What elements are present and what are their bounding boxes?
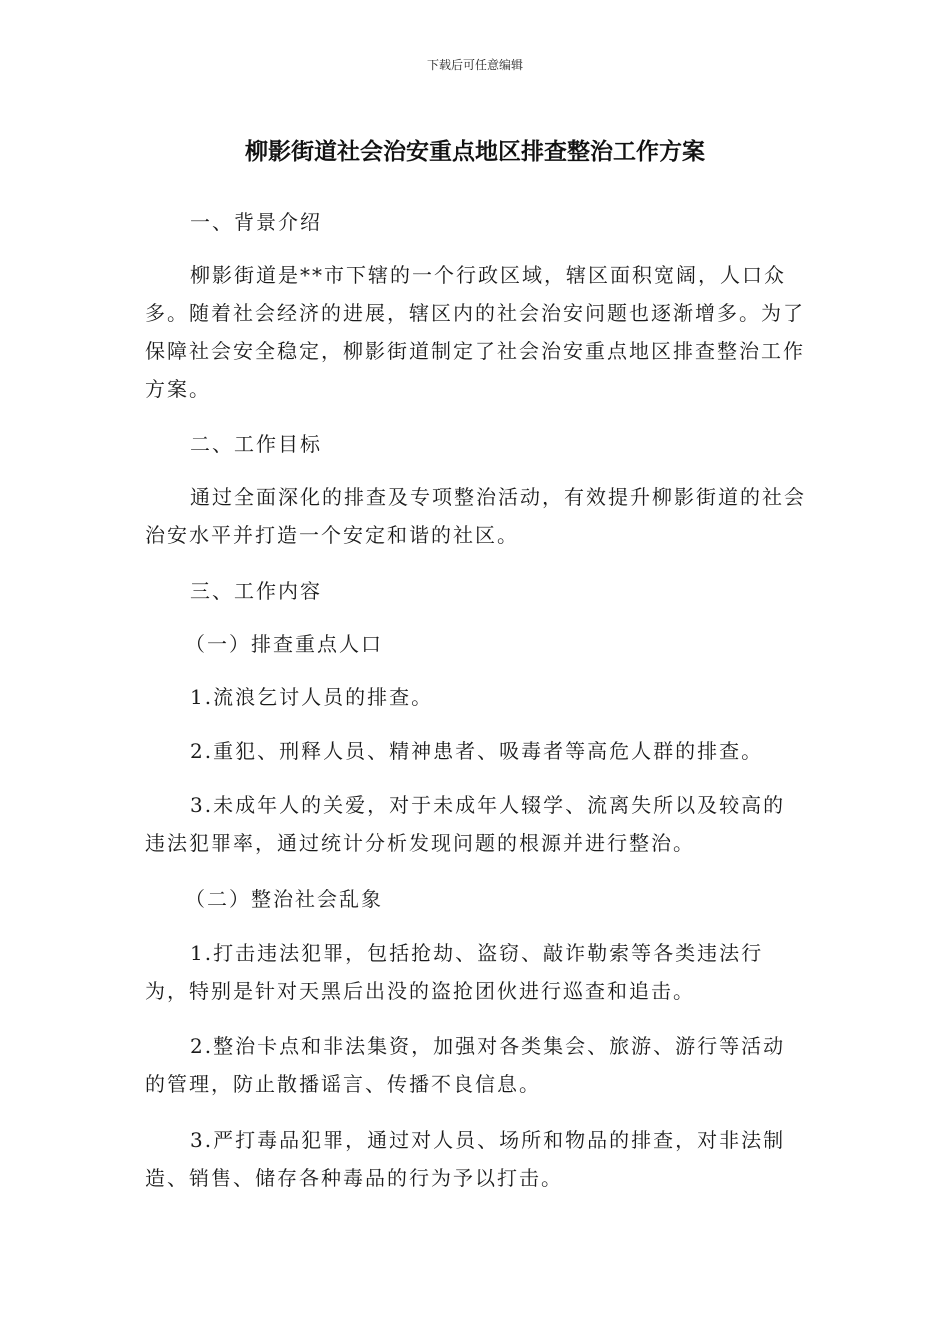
- subsection-heading-social-disorder: （二）整治社会乱象: [185, 887, 383, 911]
- list-item-illegal-fundraising: 2.整治卡点和非法集资，加强对各类集会、旅游、游行等活动的管理，防止散播谣言、传播不良信息。: [145, 1034, 786, 1096]
- list-item-vagrants: 1.流浪乞讨人员的排查。: [190, 685, 434, 709]
- paragraph-goals: 通过全面深化的排查及专项整治活动，有效提升柳影街道的社会治安水平并打造一个安定和谐的社区。: [145, 485, 806, 547]
- list-item-minors: 3.未成年人的关爱，对于未成年人辍学、流离失所以及较高的违法犯罪率，通过统计分析发现问题的根源并进行整治。: [145, 793, 786, 855]
- document-title: 柳影街道社会治安重点地区排查整治工作方案: [245, 139, 705, 165]
- header-note: 下载后可任意编辑: [426, 58, 523, 72]
- list-item-high-risk-groups: 2.重犯、刑释人员、精神患者、吸毒者等高危人群的排查。: [190, 739, 764, 763]
- section-heading-goals: 二、工作目标: [190, 432, 322, 456]
- section-heading-background: 一、背景介绍: [190, 210, 322, 234]
- list-item-crime-crackdown: 1.打击违法犯罪，包括抢劫、盗窃、敲诈勒索等各类违法行为，特别是针对天黑后出没的盗抢团伙进行巡查和追击。: [145, 941, 764, 1003]
- section-heading-content: 三、工作内容: [190, 579, 322, 603]
- list-item-drug-crime: 3.严打毒品犯罪，通过对人员、场所和物品的排查，对非法制造、销售、储存各种毒品的行为予以打击。: [145, 1128, 786, 1190]
- paragraph-background: 柳影街道是**市下辖的一个行政区域，辖区面积宽阔，人口众多。随着社会经济的进展，辖区内的社会治安问题也逐渐增多。为了保障社会安全稳定，柳影街道制定了社会治安重点地区排查整治工作方案。: [145, 263, 805, 401]
- subsection-heading-key-population: （一）排查重点人口: [185, 632, 383, 656]
